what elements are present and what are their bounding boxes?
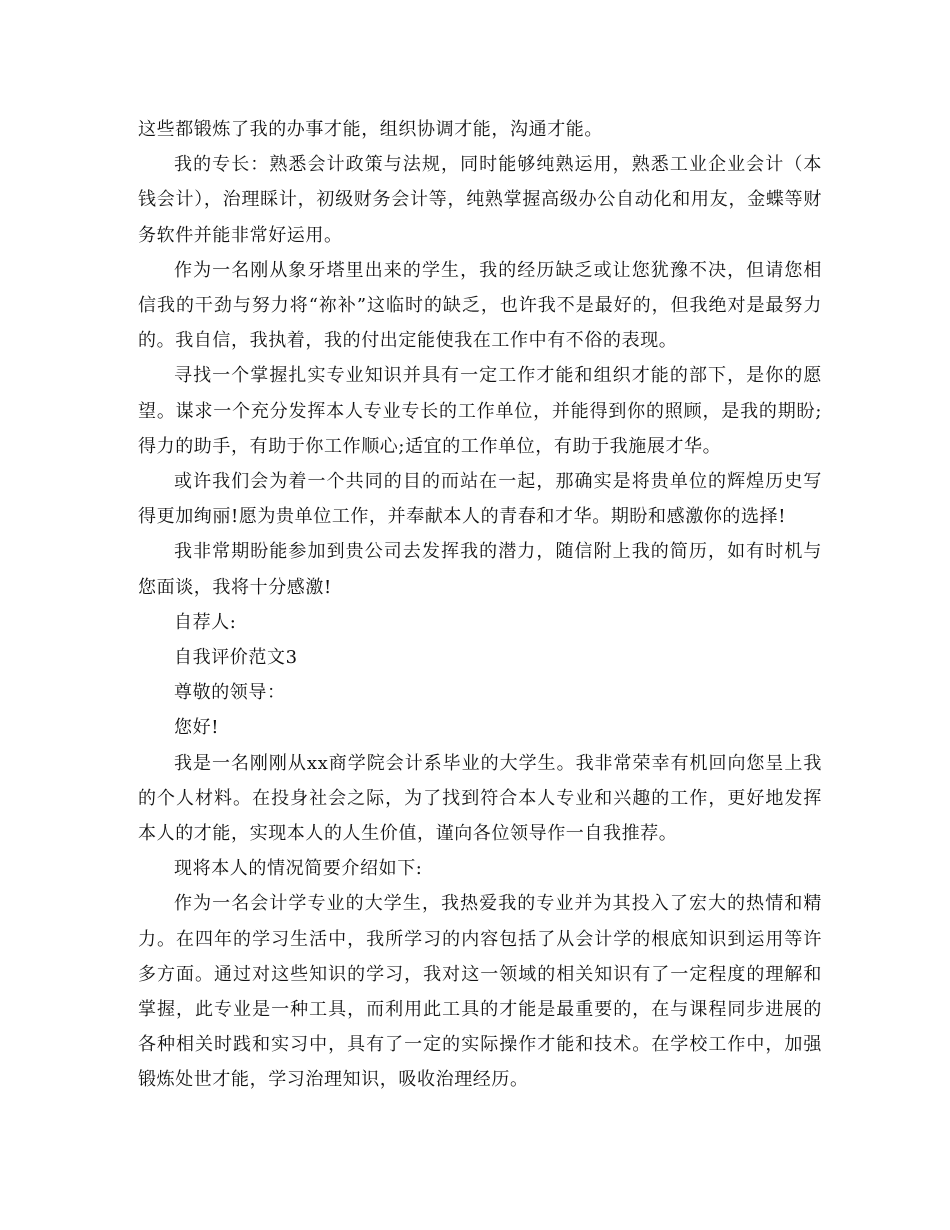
greeting: 您好! [174, 717, 220, 739]
signature-label: 自荐人: [174, 611, 237, 633]
paragraph-hope: 我非常期盼能参加到贵公司去发挥我的潜力，随信附上我的简历，如有时机与您面谈，我将十分感激! [138, 541, 822, 598]
paragraph-studies: 作为一名会计学专业的大学生，我热爱我的专业并为其投入了宏大的热情和精力。在四年的学习生活中，我所学习的内容包括了从会计学的根底知识到运用等许多方面。通过对这些知识的学习，我对这一领域的相关知识有了一定程度的理解和掌握，此专业是一种工具，而利用此工具的才能是最重要的，在与课程同步进展的各种相关时践和实习中，具有了一定的实际操作才能和技术。在学校工作中，加强锻炼处世才能，学习治理知识，吸收治理经历。 [138, 893, 822, 1091]
paragraph-seeking: 寻找一个掌握扎实专业知识并具有一定工作才能和组织才能的部下，是你的愿望。谋求一个充分发挥本人专业专长的工作单位，并能得到你的照顾，是我的期盼;得力的助手，有助于你工作顺心;适宜的工作单位，有助于我施展才华。 [138, 365, 822, 457]
paragraph-continuation: 这些都锻炼了我的办事才能，组织协调才能，沟通才能。 [138, 119, 603, 140]
paragraph-experience: 作为一名刚从象牙塔里出来的学生，我的经历缺乏或让您犹豫不决，但请您相信我的干劲与努力将“祢补”这临时的缺乏，也许我不是最好的，但我绝对是最努力的。我自信，我执着，我的付出定能使我在工作中有不俗的表现。 [138, 259, 822, 352]
paragraph-introduction: 我是一名刚刚从xx商学院会计系毕业的大学生。我非常荣幸有机回向您呈上我的个人材料。在投身社会之际，为了找到符合本人专业和兴趣的工作，更好地发挥本人的才能，实现本人的人生价值，谨向各位领导作一自我推荐。 [138, 752, 822, 845]
document-page [138, 112, 822, 1098]
paragraph-specialty: 我的专长：熟悉会计政策与法规，同时能够纯熟运用，熟悉工业企业会计（本钱会计），治理睬计，初级财务会计等，纯熟掌握高级办公自动化和用友，金蝶等财务软件并能非常好运用。 [138, 154, 822, 246]
section-title: 自我评价范文3 [174, 647, 298, 669]
salutation: 尊敬的领导： [174, 682, 286, 704]
paragraph-summary-intro: 现将本人的情况简要介绍如下: [174, 858, 423, 880]
paragraph-together: 或许我们会为着一个共同的目的而站在一起，那确实是将贵单位的辉煌历史写得更加绚丽!愿为贵单位工作，并奉献本人的青春和才华。期盼和感激你的选择! [138, 471, 822, 528]
